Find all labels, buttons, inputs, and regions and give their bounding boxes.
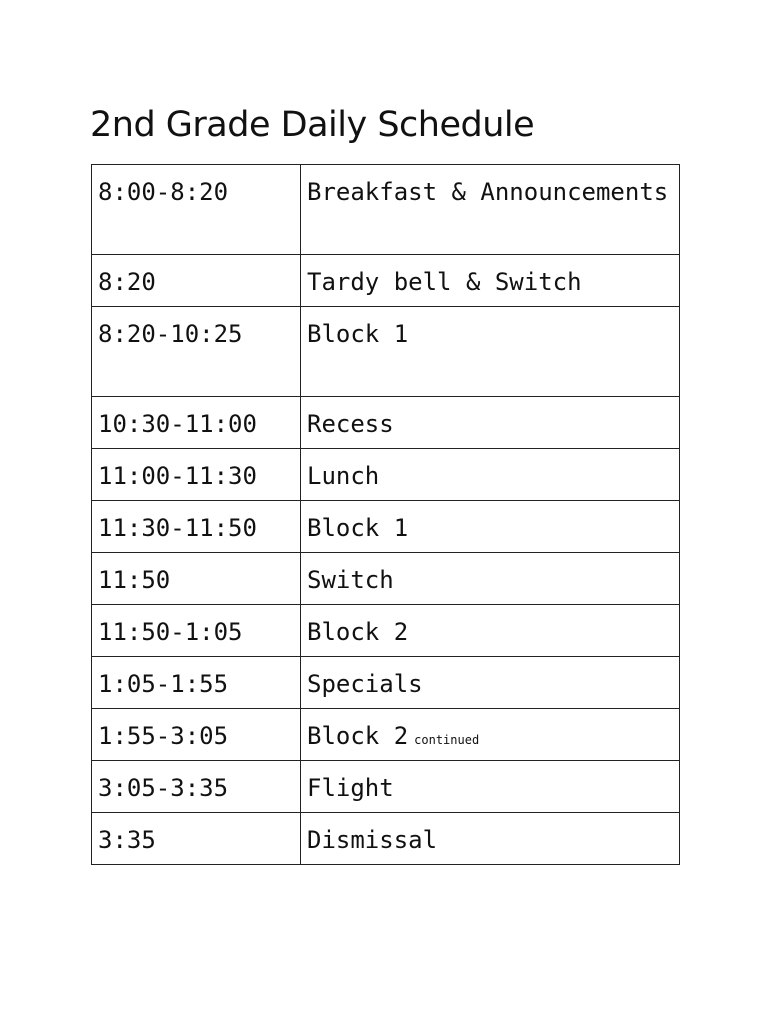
- activity-cell: Flight: [301, 761, 680, 813]
- activity-cell: Tardy bell & Switch: [301, 255, 680, 307]
- activity-cell: Block 1: [301, 307, 680, 397]
- activity-cell: Switch: [301, 553, 680, 605]
- activity-cell: Lunch: [301, 449, 680, 501]
- table-row: [92, 165, 680, 255]
- table-row: [92, 553, 680, 605]
- time-cell: 3:35: [92, 813, 301, 865]
- activity-cell: [301, 709, 680, 761]
- table-row: [92, 307, 680, 397]
- time-cell: 8:00-8:20: [92, 165, 301, 255]
- activity-cell: Dismissal: [301, 813, 680, 865]
- activity-label: Block 2: [307, 722, 409, 750]
- activity-cell: Recess: [301, 397, 680, 449]
- time-cell: 11:50-1:05: [92, 605, 301, 657]
- activity-cell: Breakfast & Announcements: [301, 165, 680, 255]
- time-cell: 11:30-11:50: [92, 501, 301, 553]
- table-row: [92, 657, 680, 709]
- table-row: [92, 501, 680, 553]
- time-cell: 11:00-11:30: [92, 449, 301, 501]
- table-row: [92, 813, 680, 865]
- time-cell: 8:20: [92, 255, 301, 307]
- time-cell: 10:30-11:00: [92, 397, 301, 449]
- activity-cell: Block 1: [301, 501, 680, 553]
- table-row: [92, 449, 680, 501]
- table-row: [92, 761, 680, 813]
- time-cell: 8:20-10:25: [92, 307, 301, 397]
- schedule-table: [91, 164, 680, 865]
- time-cell: 1:55-3:05: [92, 709, 301, 761]
- page-title: 2nd Grade Daily Schedule: [90, 105, 535, 145]
- table-row: [92, 255, 680, 307]
- activity-cell: Block 2: [301, 605, 680, 657]
- activity-cell: Specials: [301, 657, 680, 709]
- table-row: [92, 397, 680, 449]
- table-row: [92, 605, 680, 657]
- time-cell: 1:05-1:55: [92, 657, 301, 709]
- time-cell: 11:50: [92, 553, 301, 605]
- time-cell: 3:05-3:35: [92, 761, 301, 813]
- continued-note: continued: [414, 733, 480, 747]
- table-row: [92, 709, 680, 761]
